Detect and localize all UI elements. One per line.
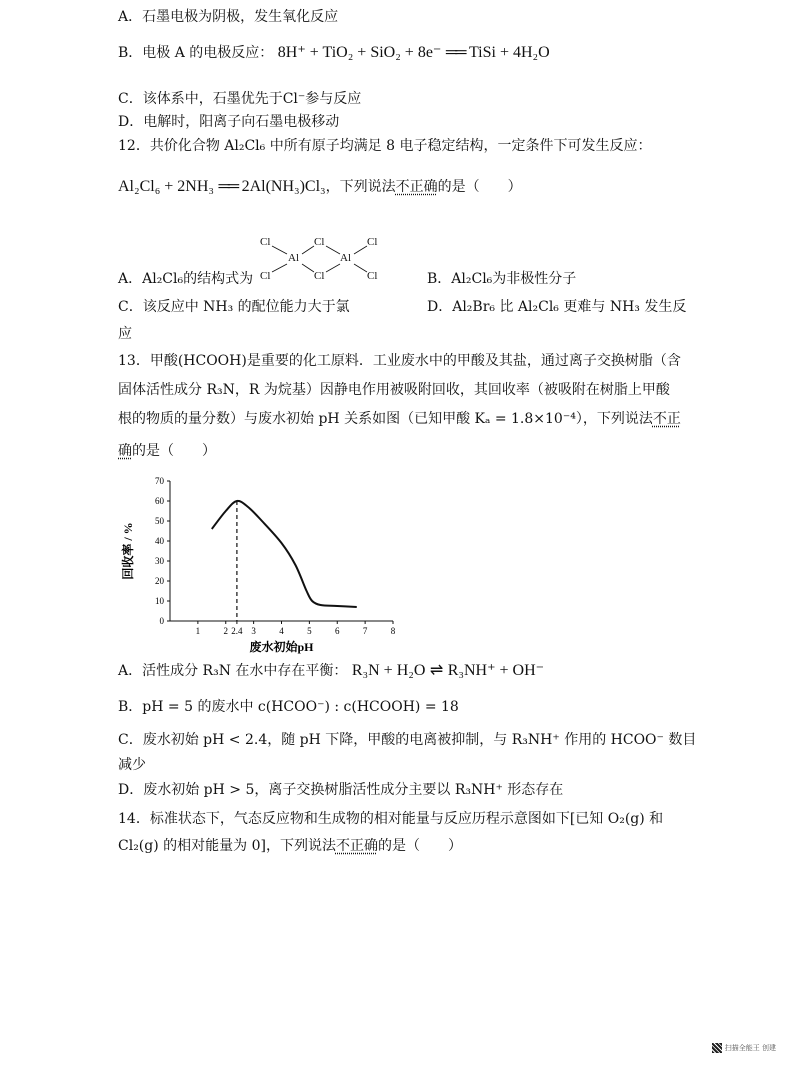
q13-option-c-line2: 减少 [118, 757, 146, 773]
struct-cl-1: Cl [260, 236, 271, 248]
struct-al-2: Al [340, 252, 351, 264]
q14-line2-dot: 不正确 [335, 838, 378, 854]
y-tick-label-60: 60 [155, 496, 164, 506]
q13-option-b: B．pH = 5 的废水中 c(HCOO⁻) : c(HCOOH) = 18 [118, 699, 459, 715]
x-axis-label: 废水初始pH [249, 640, 314, 654]
equals-sign: ══ [445, 44, 465, 61]
q13-option-a [118, 662, 544, 680]
q11-option-c: C．该体系中，石墨优先于Cl⁻参与反应 [118, 91, 362, 107]
y-tick-label-70: 70 [155, 476, 164, 486]
q13-line1: 13．甲酸(HCOOH)是重要的化工原料．工业废水中的甲酸及其盐，通过离子交换树脂（含 [118, 353, 681, 369]
q12-option-c: C．该反应中 NH₃ 的配位能力大于氯 [118, 299, 350, 315]
q12-eq-left: Al₂Cl₆ + 2NH₃ [118, 178, 214, 195]
q11-option-b [118, 44, 550, 62]
x-tick-label-7: 7 [362, 626, 368, 636]
al2cl6-structure-diagram [256, 230, 396, 282]
struct-cl-6: Cl [367, 270, 378, 282]
y-axis-label: 回收率 / % [121, 522, 135, 580]
q12-stem-post: 的是（ ） [437, 179, 522, 195]
q13-a-prefix: A．活性成分 R₃N 在水中存在平衡： [118, 663, 348, 679]
x-tick-label-1: 1 [195, 626, 201, 636]
y-tick-label-10: 10 [155, 596, 164, 606]
struct-cl-4: Cl [260, 270, 271, 282]
x-tick-label-2.4: 2.4 [231, 626, 243, 636]
equilibrium-arrow: ⇌ [429, 662, 444, 679]
q13-line3 [118, 410, 681, 428]
x-tick-label-6: 6 [335, 626, 340, 636]
q14-line2 [118, 837, 462, 855]
x-tick-label-8: 8 [390, 626, 396, 636]
q13-line4 [118, 442, 216, 460]
q13-line2: 固体活性成分 R₃N，R 为烷基）因静电作用被吸附回收，其回收率（被吸附在树脂上甲酸 [118, 382, 670, 398]
struct-cl-5: Cl [314, 270, 325, 282]
q12-stem-pre: ，下列说法 [325, 179, 396, 195]
recovery-rate-chart [118, 470, 408, 658]
y-tick-label-40: 40 [155, 536, 164, 546]
y-tick-label-30: 30 [155, 556, 164, 566]
q12-stem-line2 [118, 178, 522, 196]
q14-line2-post: 的是（ ） [377, 838, 462, 854]
q11-b-eq-right: TiSi + 4H₂O [468, 44, 550, 61]
q12-stem-dot: 不正确 [395, 179, 438, 195]
q13-option-c-line1: C．废水初始 pH < 2.4，随 pH 下降，甲酸的电离被抑制，与 R₃NH⁺ 作用的 HCOO⁻ 数目 [118, 732, 697, 748]
struct-cl-2: Cl [314, 236, 325, 248]
x-tick-label-5: 5 [307, 626, 312, 636]
q14-line1: 14．标准状态下，气态反应物和生成物的相对能量与反应历程示意图如下[已知 O₂(g) 和 [118, 811, 664, 827]
y-tick-label-50: 50 [155, 516, 164, 526]
q12-option-b: B．Al₂Cl₆为非极性分子 [427, 271, 577, 287]
q11-option-d: D．电解时，阳离子向石墨电极移动 [118, 114, 340, 130]
q11-option-b-prefix: B．电极 A 的电极反应： [118, 45, 274, 61]
qr-code-icon [712, 1043, 722, 1053]
y-tick-label-0: 0 [159, 616, 164, 626]
struct-bonds [272, 246, 367, 272]
q13-line3-pre: 根的物质的量分数）与废水初始 pH 关系如图（已知甲酸 Kₐ = 1.8×10⁻⁴），下列说法 [118, 411, 653, 427]
q11-b-eq-left: 8H⁺ + TiO₂ + SiO₂ + 8e⁻ [277, 44, 442, 61]
q13-line4-post: 的是（ ） [132, 443, 216, 459]
q13-line4-dot: 确 [118, 443, 132, 459]
struct-al-1: Al [288, 252, 299, 264]
x-tick-label-4: 4 [279, 626, 284, 636]
q14-line2-pre: Cl₂(g) 的相对能量为 0]，下列说法 [118, 838, 336, 854]
struct-cl-3: Cl [367, 236, 378, 248]
scanner-watermark-text: 扫描全能王 创建 [724, 1044, 776, 1052]
x-tick-label-2: 2 [223, 626, 228, 636]
x-tick-label-3: 3 [251, 626, 256, 636]
q12-stem-line1: 12．共价化合物 Al₂Cl₆ 中所有原子均满足 8 电子稳定结构，一定条件下可发生反应： [118, 138, 652, 154]
q13-a-eq-right: R₃NH⁺ + OH⁻ [447, 662, 545, 679]
q12-eq-right: 2Al(NH₃)Cl₃ [241, 178, 326, 195]
q13-line3-dot: 不正 [652, 411, 681, 427]
q11-option-a: A．石墨电极为阴极，发生氧化反应 [118, 9, 339, 25]
scanner-watermark [712, 1043, 776, 1053]
q13-a-eq-left: R₃N + H₂O [351, 662, 426, 679]
y-tick-label-20: 20 [155, 576, 164, 586]
equals-sign: ══ [218, 178, 238, 195]
series-line-recovery [212, 501, 357, 607]
q12-option-d: D．Al₂Br₆ 比 Al₂Cl₆ 更难与 NH₃ 发生反 [427, 299, 687, 315]
q12-option-d-cont: 应 [118, 326, 132, 342]
q13-option-d: D．废水初始 pH > 5，离子交换树脂活性成分主要以 R₃NH⁺ 形态存在 [118, 782, 564, 798]
q12-option-a: A．Al₂Cl₆的结构式为 [118, 271, 254, 287]
